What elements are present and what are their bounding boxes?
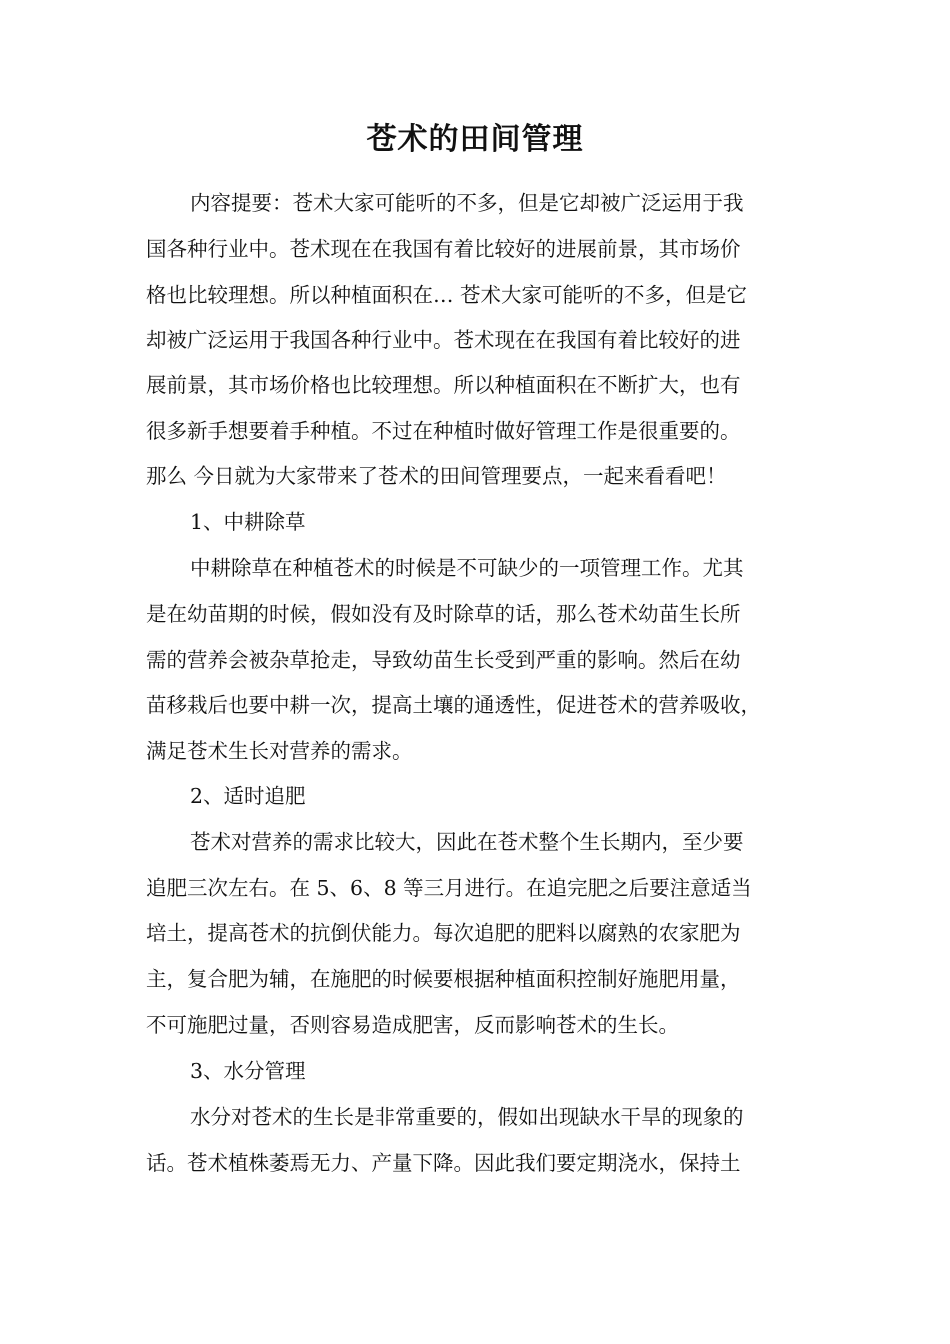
paragraph-line: 水分对苍术的生长是非常重要的，假如出现缺水干旱的现象的	[190, 1105, 744, 1129]
paragraph-line: 需的营养会被杂草抢走，导致幼苗生长受到严重的影响。然后在幼	[146, 648, 741, 672]
paragraph-line: 培土，提高苍术的抗倒伏能力。每次追肥的肥料以腐熟的农家肥为	[146, 921, 741, 945]
paragraph-line: 那么 今日就为大家带来了苍术的田间管理要点，一起来看看吧！	[146, 464, 727, 488]
paragraph-line: 苗移栽后也要中耕一次，提高土壤的通透性，促进苍术的营养吸收，	[146, 693, 761, 717]
document-title: 苍术的田间管理	[366, 122, 584, 157]
paragraph-line: 是在幼苗期的时候，假如没有及时除草的话，那么苍术幼苗生长所	[146, 602, 741, 626]
paragraph-line: 不可施肥过量，否则容易造成肥害，反而影响苍术的生长。	[146, 1013, 679, 1037]
paragraph-line: 内容提要：苍术大家可能听的不多，但是它却被广泛运用于我	[190, 191, 744, 215]
paragraph-line: 格也比较理想。所以种植面积在… 苍术大家可能听的不多，但是它	[146, 283, 748, 307]
paragraph-line: 追肥三次左右。在 5、6、8 等三月进行。在追完肥之后要注意适当	[146, 876, 752, 900]
paragraph-line: 满足苍术生长对营养的需求。	[146, 739, 413, 763]
paragraph-line: 却被广泛运用于我国各种行业中。苍术现在在我国有着比较好的进	[146, 328, 741, 352]
paragraph-line: 国各种行业中。苍术现在在我国有着比较好的进展前景，其市场价	[146, 237, 741, 261]
paragraph-line: 中耕除草在种植苍术的时候是不可缺少的一项管理工作。尤其	[190, 556, 744, 580]
section-heading: 1、中耕除草	[190, 510, 306, 534]
paragraph-line: 主，复合肥为辅，在施肥的时候要根据种植面积控制好施肥用量，	[146, 967, 741, 991]
paragraph-line: 很多新手想要着手种植。不过在种植时做好管理工作是很重要的。	[146, 419, 741, 443]
paragraph-line: 苍术对营养的需求比较大，因此在苍术整个生长期内，至少要	[190, 830, 744, 854]
paragraph-line: 话。苍术植株萎焉无力、产量下降。因此我们要定期浇水，保持土	[146, 1151, 741, 1175]
section-heading: 3、水分管理	[190, 1059, 306, 1083]
section-heading: 2、适时追肥	[190, 784, 306, 808]
paragraph-line: 展前景，其市场价格也比较理想。所以种植面积在不断扩大，也有	[146, 373, 741, 397]
